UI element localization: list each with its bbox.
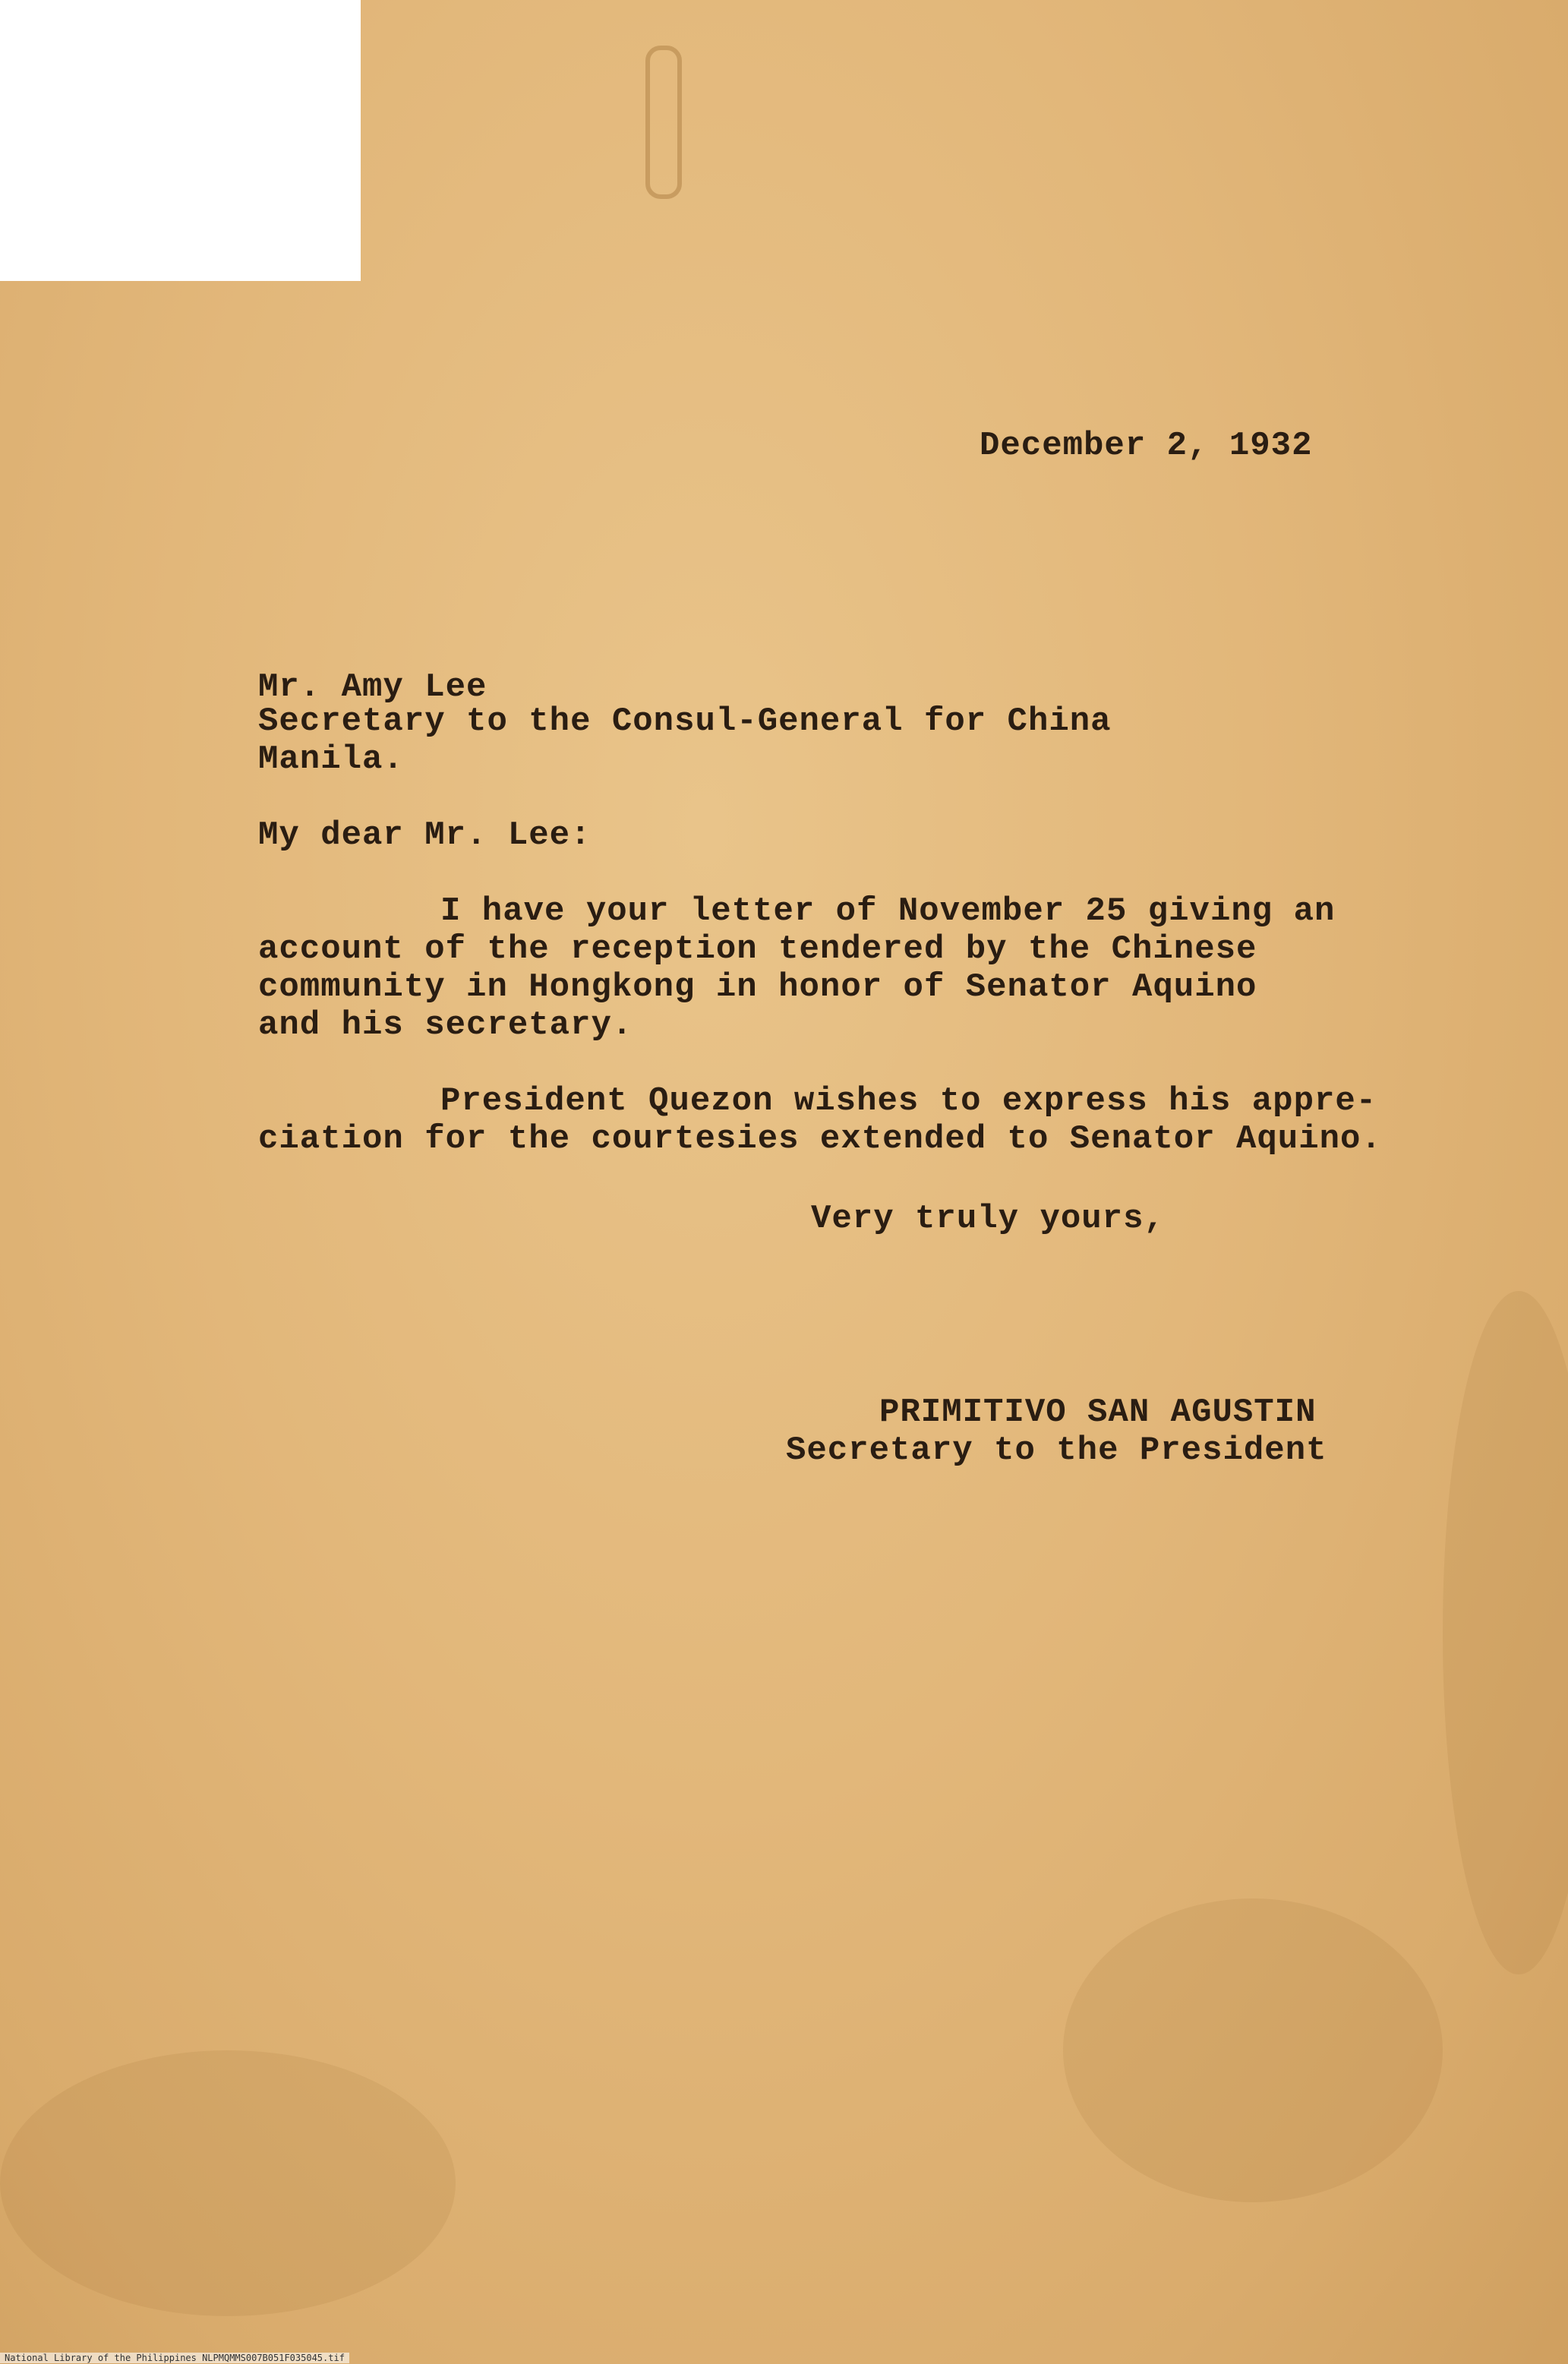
- letter-date: December 2, 1932: [980, 427, 1313, 465]
- signature-title: Secretary to the President: [786, 1431, 1327, 1469]
- recipient-name: Mr. Amy Lee: [258, 668, 487, 706]
- recipient-title: Secretary to the Consul-General for China: [258, 702, 1112, 740]
- paragraph-2: [258, 1082, 1382, 1158]
- scan-caption: National Library of the Philippines NLPMQMMS007B051F035045.tif: [0, 2353, 349, 2363]
- salutation: My dear Mr. Lee:: [258, 816, 592, 854]
- paragraph-line: and his secretary.: [258, 1006, 633, 1044]
- signature-name: PRIMITIVO SAN AGUSTIN: [879, 1393, 1317, 1431]
- paragraph-line: I have your letter of November 25 giving an: [440, 892, 1336, 930]
- paragraph-line: President Quezon wishes to express his appre-: [440, 1082, 1377, 1120]
- paragraph-line: community in Hongkong in honor of Senator Aquino: [258, 968, 1257, 1006]
- paragraph-line: account of the reception tendered by the Chinese: [258, 930, 1257, 968]
- paragraph-line: ciation for the courtesies extended to Senator Aquino.: [258, 1120, 1382, 1158]
- paragraph-1: [258, 892, 1335, 1044]
- recipient-city: Manila.: [258, 740, 404, 778]
- closing: Very truly yours,: [811, 1200, 1165, 1238]
